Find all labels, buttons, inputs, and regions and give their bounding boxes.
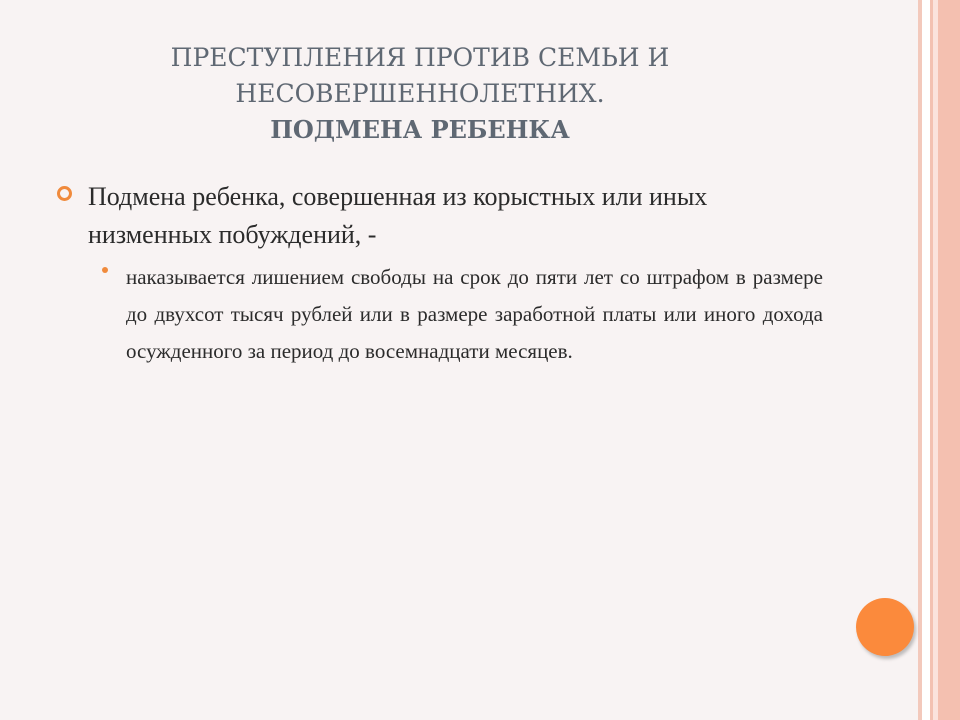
decorative-stripe [938,0,960,720]
slide-title [120,40,720,148]
dot-bullet-icon [102,267,108,273]
title-line-1: ПРЕСТУПЛЕНИЯ ПРОТИВ СЕМЬИ И [170,43,670,72]
sub-bullet-text: наказывается лишением свободы на срок до пяти лет со штрафом в размере до двухсот тысяч рублей или в размере заработной платы или иного дохода осужденного за период до восемнадцати месяцев. [126,265,823,363]
main-bullet [88,178,808,254]
title-subtitle: ПОДМЕНА РЕБЕНКА [270,115,570,144]
orange-circle-decoration [856,598,914,656]
decorative-stripe [922,0,930,720]
sub-bullet [126,259,823,370]
main-bullet-text: Подмена ребенка, совершенная из корыстных или иных низменных побуждений, - [88,182,708,249]
ring-bullet-icon [57,186,72,201]
title-line-2: НЕСОВЕРШЕННОЛЕТНИХ. [235,79,605,108]
